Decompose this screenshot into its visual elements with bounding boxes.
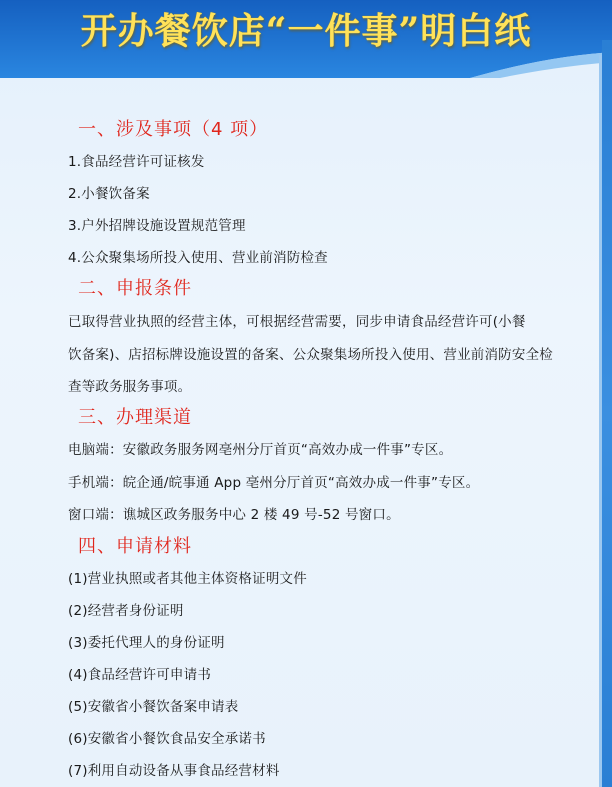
section-heading-materials: 四、申请材料 — [78, 536, 192, 557]
channel-item-mobile: 手机端：皖企通/皖事通 App 亳州分厅首页“高效办成一件事”专区。 — [68, 475, 480, 491]
list-item: 2.小餐饮备案 — [68, 186, 150, 202]
list-item: (5)安徽省小餐饮备案申请表 — [68, 699, 239, 715]
list-item: (4)食品经营许可申请书 — [68, 667, 212, 683]
paragraph-line: 查等政务服务事项。 — [68, 379, 192, 395]
channel-item-pc: 电脑端：安徽政务服务网亳州分厅首页“高效办成一件事”专区。 — [68, 442, 453, 458]
paragraph-line: 已取得营业执照的经营主体，可根据经营需要，同步申请食品经营许可(小餐 — [68, 314, 526, 330]
channel-item-window: 窗口端：谯城区政务服务中心 2 楼 49 号-52 号窗口。 — [68, 507, 400, 523]
list-item: 1.食品经营许可证核发 — [68, 154, 205, 170]
list-item: (3)委托代理人的身份证明 — [68, 635, 225, 651]
list-item: (2)经营者身份证明 — [68, 603, 184, 619]
section-heading-conditions: 二、申报条件 — [78, 278, 192, 299]
list-item: 3.户外招牌设施设置规范管理 — [68, 218, 246, 234]
paragraph-line: 饮备案)、店招标牌设施设置的备案、公众聚集场所投入使用、营业前消防安全检 — [68, 347, 553, 363]
list-item: (1)营业执照或者其他主体资格证明文件 — [68, 571, 307, 587]
page-title: 开办餐饮店“一件事”明白纸 — [80, 10, 532, 52]
section-heading-channels: 三、办理渠道 — [78, 407, 192, 428]
section-heading-items: 一、涉及事项（4 项） — [78, 119, 269, 140]
list-item: (6)安徽省小餐饮食品安全承诺书 — [68, 731, 266, 747]
list-item: (7)利用自动设备从事食品经营材料 — [68, 763, 280, 779]
list-item: 4.公众聚集场所投入使用、营业前消防检查 — [68, 250, 328, 266]
